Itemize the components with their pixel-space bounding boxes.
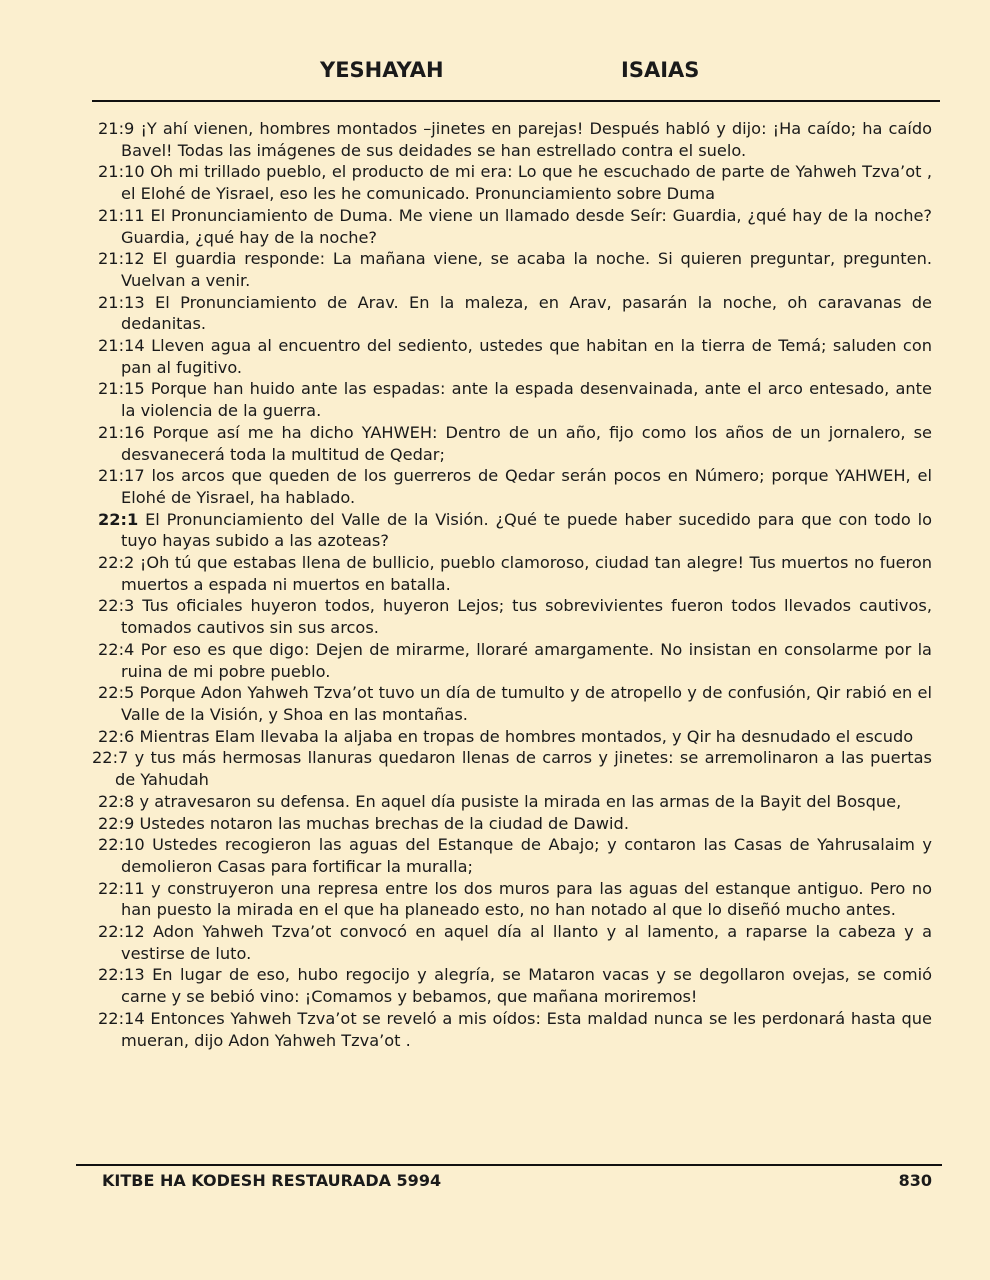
verse-text: Porque así me ha dicho YAHWEH: Dentro de un año, fijo como los años de un jornalero, se desvanecerá toda la multitud de Qedar;	[121, 422, 932, 464]
verse-text: Por eso es que digo: Dejen de mirarme, lloraré amargamente. No insistan en consolarme por la ruina de mi pobre pueblo.	[121, 639, 932, 681]
verse-ref: 21:10	[98, 162, 145, 182]
verse-ref: 22:11	[98, 878, 145, 898]
verse	[98, 465, 932, 508]
verse-text: Adon Yahweh Tzva’ot convocó en aquel día al llanto y al lamento, a raparse la cabeza y a vestirse de luto.	[121, 922, 932, 963]
verse	[98, 639, 932, 682]
verse-ref: 21:11	[98, 205, 145, 225]
verse-text: El guardia responde: La mañana viene, se acaba la noche. Si quieren preguntar, pregunten. Vuelvan a venir.	[121, 249, 932, 290]
verse	[98, 813, 932, 835]
verse-text: Porque Adon Yahweh Tzva’ot tuvo un día de tumulto y de atropello y de confusión, Qir rabió en el Valle de la Visión, y Shoa en las montañas.	[121, 683, 932, 724]
verse-ref: 22:1	[98, 509, 139, 529]
verse	[98, 205, 932, 248]
verse	[98, 726, 932, 748]
verse-ref: 22:5	[98, 683, 135, 703]
page-header	[0, 58, 990, 90]
verse	[98, 964, 932, 1007]
verse-text: Lleven agua al encuentro del sediento, ustedes que habitan en la tierra de Temá; saluden con pan al fugitivo.	[121, 336, 932, 377]
footer-rule	[76, 1164, 942, 1166]
verse-ref: 22:2	[98, 553, 135, 573]
verse-text: y construyeron una represa entre los dos muros para las aguas del estanque antiguo. Pero no han puesto la mirada en el que ha planeado esto, no han notado al que lo diseñó mucho antes.	[121, 878, 932, 920]
verse	[98, 834, 932, 877]
verse-text: El Pronunciamiento del Valle de la Visión. ¿Qué te puede haber sucedido para que con todo lo tuyo hayas subido a las azoteas?	[121, 509, 932, 551]
verse-ref: 22:14	[98, 1008, 145, 1028]
verse-text: Entonces Yahweh Tzva’ot se reveló a mis oídos: Esta maldad nunca se les perdonará hasta que mueran, dijo Adon Yahweh Tzva’ot .	[121, 1008, 932, 1050]
verse-text: ¡Oh tú que estabas llena de bullicio, pueblo clamoroso, ciudad tan alegre! Tus muertos no fueron muertos a espada ni muertos en batalla.	[121, 553, 932, 594]
verse-ref: 22:13	[98, 965, 145, 985]
verse-ref: 21:13	[98, 292, 145, 312]
verse-ref: 22:4	[98, 639, 135, 659]
page-footer	[102, 1171, 932, 1190]
header-rule	[92, 100, 940, 102]
verse-ref: 22:7	[92, 748, 129, 768]
verse	[98, 335, 932, 378]
footer-book-title: KITBE HA KODESH RESTAURADA 5994	[102, 1171, 442, 1190]
verse-ref: 22:3	[98, 596, 135, 616]
verse	[98, 921, 932, 964]
verse-ref: 21:14	[98, 336, 145, 356]
verse	[98, 509, 932, 552]
verse-text: El Pronunciamiento de Arav. En la maleza, en Arav, pasarán la noche, oh caravanas de dedanitas.	[121, 292, 932, 334]
verse-ref: 22:10	[98, 835, 145, 855]
verse	[98, 1008, 932, 1051]
verse-text: y atravesaron su defensa. En aquel día pusiste la mirada en las armas de la Bayit del Bosque,	[139, 791, 902, 811]
verse	[98, 118, 932, 161]
verse-text: En lugar de eso, hubo regocijo y alegría, se Mataron vacas y se degollaron ovejas, se comió carne y se bebió vino: ¡Comamos y bebamos, que mañana moriremos!	[121, 965, 932, 1007]
verse-ref: 22:12	[98, 922, 145, 942]
header-spanish-title: ISAIAS	[621, 58, 700, 82]
verse	[98, 422, 932, 465]
verse	[98, 682, 932, 725]
verse-ref: 21:12	[98, 249, 145, 269]
page-number: 830	[898, 1171, 932, 1190]
verse-ref: 22:9	[98, 813, 135, 833]
verse	[98, 791, 932, 813]
verse-list	[92, 118, 933, 1051]
verse	[98, 161, 932, 204]
header-hebrew-title: YESHAYAH	[320, 58, 444, 82]
verse-ref: 21:15	[98, 379, 145, 399]
verse-text: Ustedes recogieron las aguas del Estanque de Abajo; y contaron las Casas de Yahrusalaim y demolieron Casas para fortificar la muralla;	[121, 835, 933, 876]
verse-text: El Pronunciamiento de Duma. Me viene un llamado desde Seír: Guardia, ¿qué hay de la noche? Guardia, ¿qué hay de la noche?	[121, 205, 932, 247]
verse	[98, 292, 932, 335]
verse-ref: 21:16	[98, 422, 145, 442]
verse	[98, 378, 932, 421]
verse-text: ¡Y ahí vienen, hombres montados –jinetes en parejas! Después habló y dijo: ¡Ha caído; ha caído Bavel! Todas las imágenes de sus deidades se han estrellado contra el suelo.	[121, 119, 932, 160]
verse	[98, 595, 932, 638]
verse-text: Tus oficiales huyeron todos, huyeron Lejos; tus sobrevivientes fueron todos llevados cautivos, tomados cautivos sin sus arcos.	[121, 596, 932, 638]
verse-text: Porque han huido ante las espadas: ante la espada desenvainada, ante el arco entesado, ante la violencia de la guerra.	[121, 379, 932, 421]
verse-text: los arcos que queden de los guerreros de Qedar serán pocos en Número; porque YAHWEH, el Elohé de Yisrael, ha hablado.	[121, 466, 932, 507]
verse	[92, 747, 932, 790]
verse	[98, 552, 932, 595]
verse	[98, 248, 932, 291]
verse	[98, 878, 932, 921]
verse-ref: 21:17	[98, 466, 145, 486]
verse-text: Ustedes notaron las muchas brechas de la ciudad de Dawid.	[139, 813, 629, 833]
verse-ref: 22:8	[98, 791, 135, 811]
verse-text: y tus más hermosas llanuras quedaron llenas de carros y jinetes: se arremolinaron a las puertas de Yahudah	[115, 748, 932, 790]
verse-text: Oh mi trillado pueblo, el producto de mi era: Lo que he escuchado de parte de Yahweh Tzva’ot , el Elohé de Yisrael, eso les he comunicado. Pronunciamiento sobre Duma	[121, 162, 932, 204]
verse-ref: 21:9	[98, 119, 135, 138]
verse-ref: 22:6	[98, 726, 135, 746]
verse-text: Mientras Elam llevaba la aljaba en tropas de hombres montados, y Qir ha desnudado el escudo	[139, 726, 914, 746]
